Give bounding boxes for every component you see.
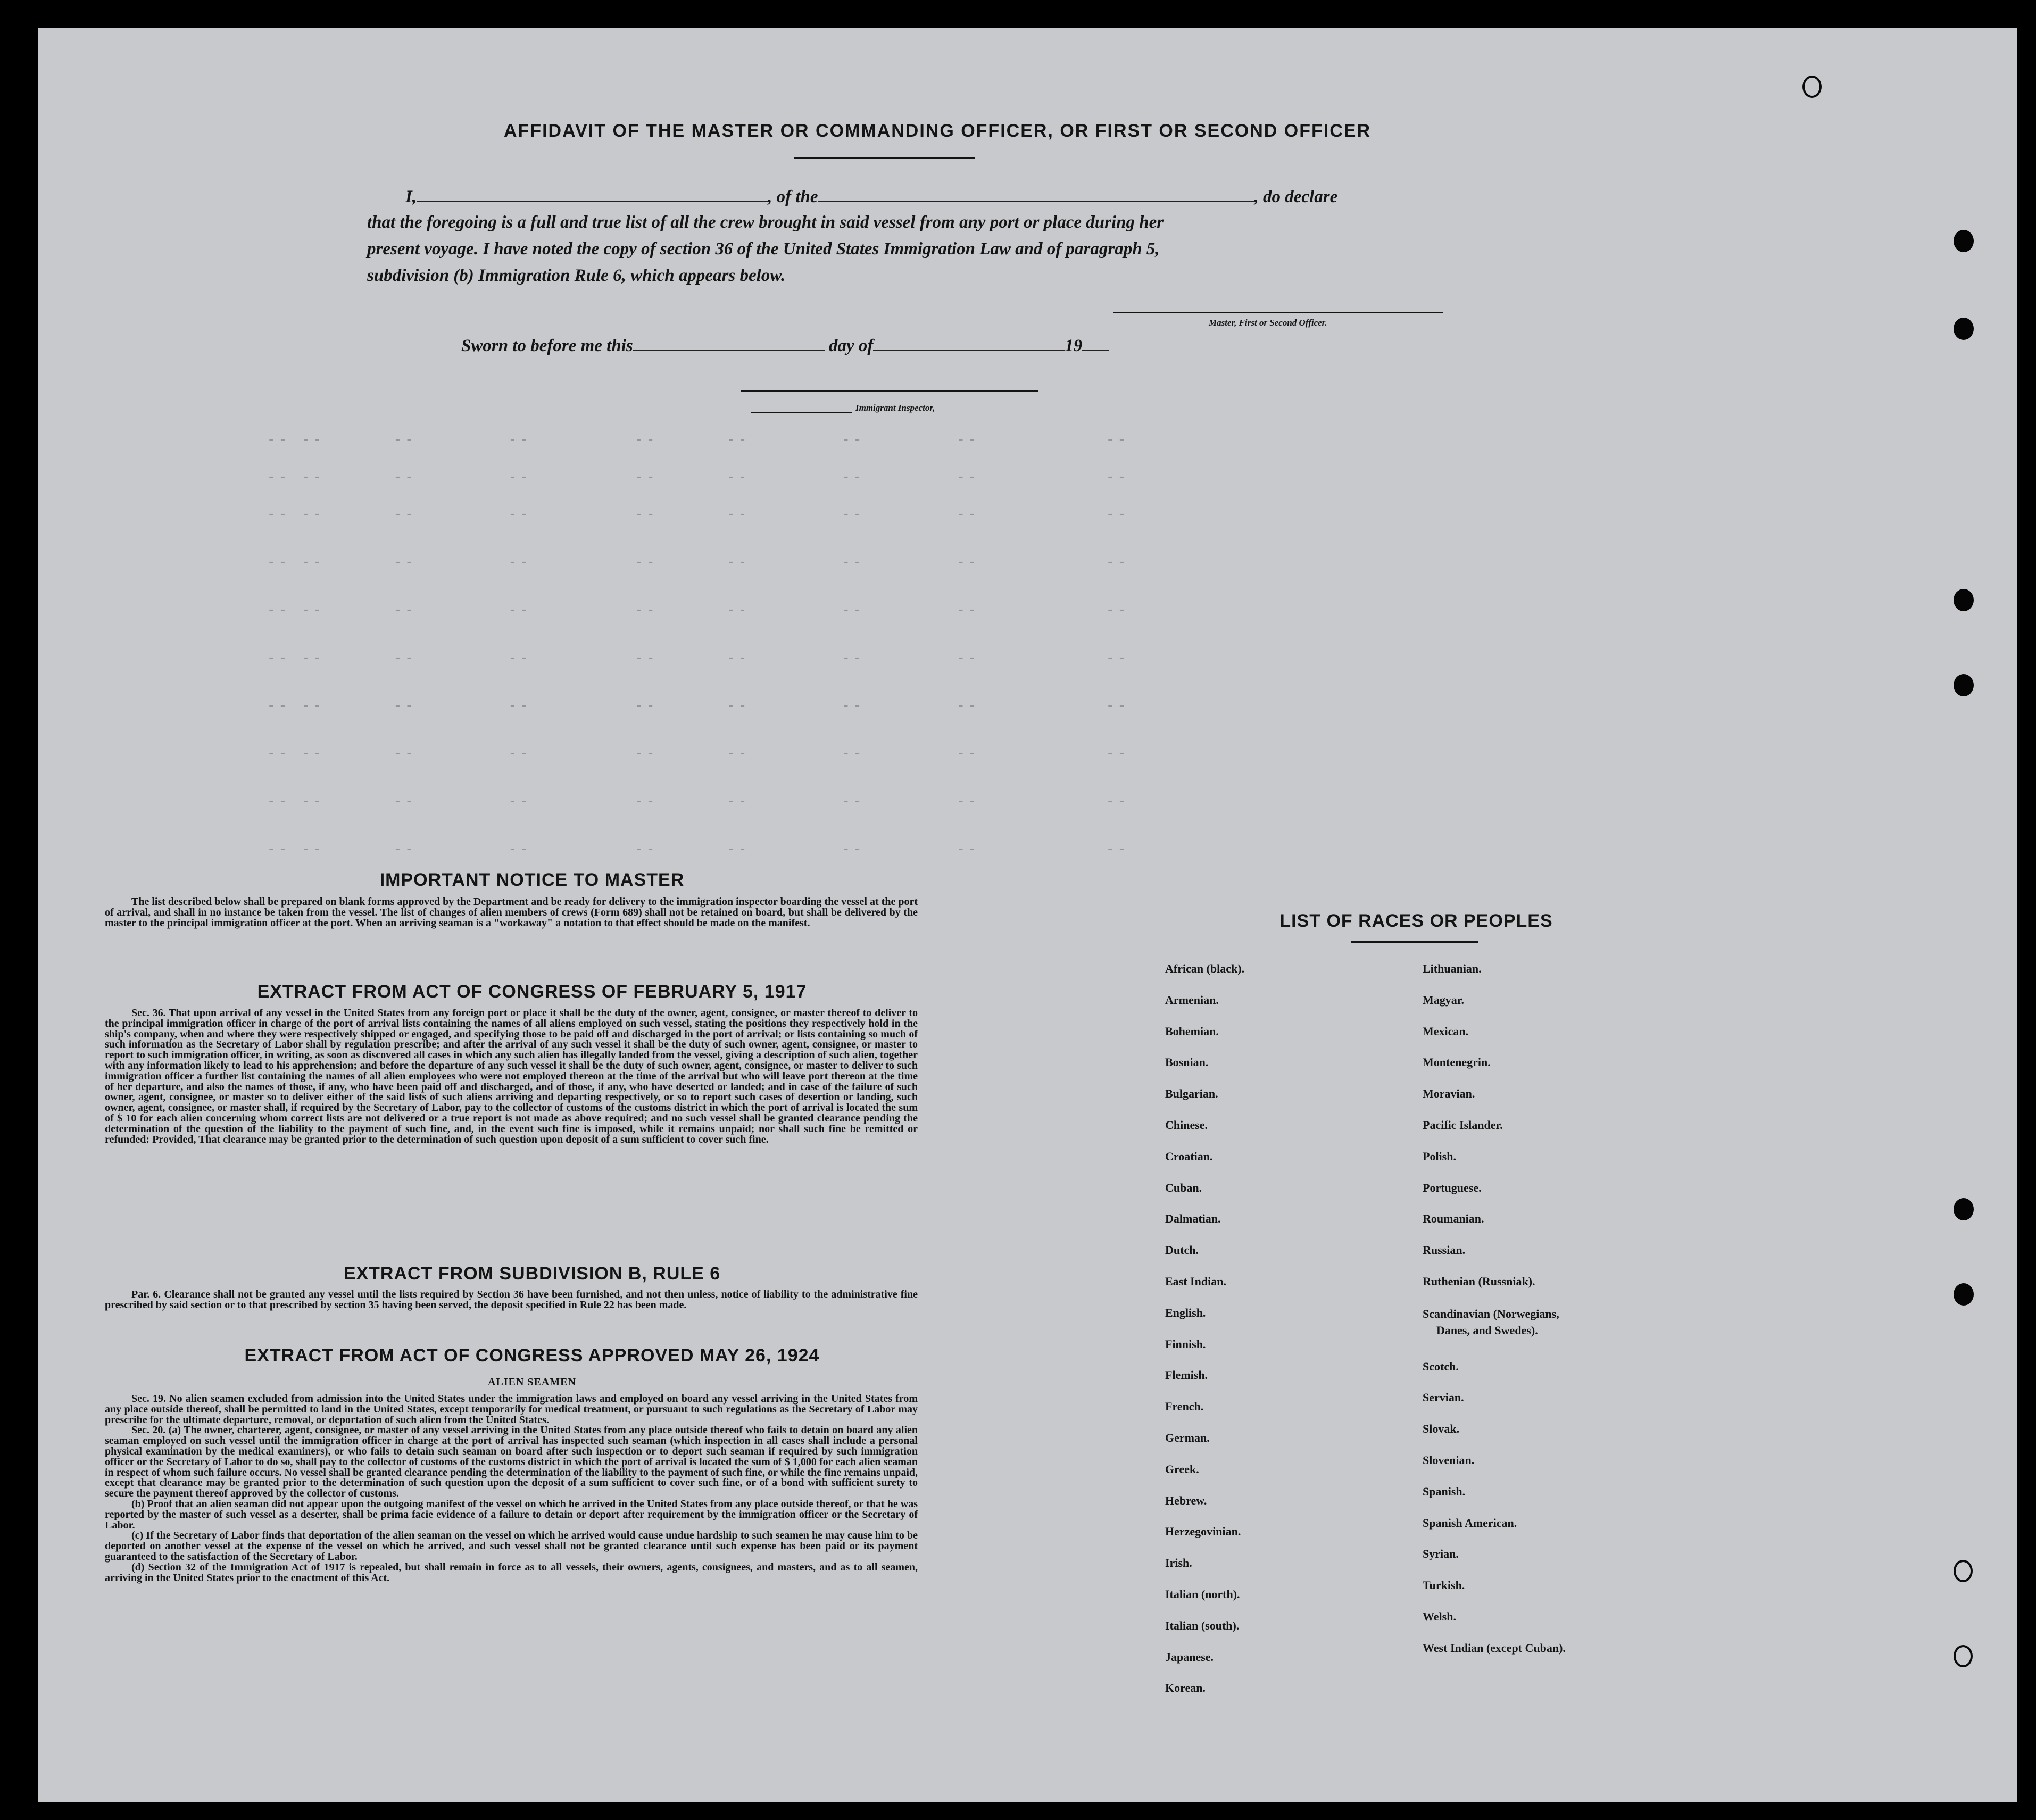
of-the-text: , of the [768, 187, 818, 206]
race-item: Greek. [1165, 1462, 1199, 1476]
race-item: Scotch. [1423, 1359, 1459, 1373]
race-item: Moravian. [1423, 1087, 1475, 1101]
races-divider [1351, 941, 1478, 943]
race-item: German. [1165, 1431, 1210, 1444]
race-item: Mexican. [1423, 1024, 1469, 1038]
race-item: West Indian (except Cuban). [1423, 1641, 1566, 1655]
race-item: Korean. [1165, 1681, 1206, 1695]
rule-6-title: EXTRACT FROM SUBDIVISION B, RULE 6 [343, 1264, 721, 1284]
race-item: Polish. [1423, 1149, 1456, 1163]
sworn-year-field[interactable] [1082, 335, 1109, 351]
punch-hole-icon [1954, 230, 1974, 252]
inspector-label: Immigrant Inspector, [855, 403, 935, 413]
sworn-day-field[interactable] [633, 335, 825, 351]
year-prefix: 19 [1065, 336, 1083, 355]
punch-hole-ring-icon [1954, 1645, 1973, 1667]
punch-hole-icon [1954, 318, 1974, 340]
affidavit-line-3: present voyage. I have noted the copy of section 36 of the United States Immigration Law and of paragraph 5, [367, 239, 1160, 259]
rule-6-paragraph: Par. 6. Clearance shall not be granted any vessel until the lists required by Section 36 have been furnished, and not then unless, notice of liability to the administrative fine prescribed by said section or to that prescribed by section 35 having been served, the deposit specified in Rule 22 has been made. [105, 1289, 918, 1311]
notice-text [105, 897, 918, 928]
extract-1917-title: EXTRACT FROM ACT OF CONGRESS OF FEBRUARY 5, 1917 [257, 982, 807, 1002]
race-item: Herzegovinian. [1165, 1525, 1241, 1539]
bleed-through-marks: -- -- -- -- -- -- -- -- -- [267, 554, 1129, 570]
affidavit-title: AFFIDAVIT OF THE MASTER OR COMMANDING OFFICER, OR FIRST OR SECOND OFFICER [504, 121, 1371, 141]
day-of-text: day of [828, 336, 874, 355]
race-item: Slovenian. [1423, 1453, 1475, 1467]
signature-label: Master, First or Second Officer. [1209, 318, 1327, 328]
race-item: Italian (north). [1165, 1588, 1240, 1601]
extract-1917-paragraph: Sec. 36. That upon arrival of any vessel in the United States from any foreign port or place it shall be the duty of the owner, agent, consignee, or master thereof to deliver to the principal immigration officer in charge of the port of arrival lists containing the names of all aliens employed on such vessel, stating the positions they respectively hold in the ship's company, when and where they were respectively shipped or engaged, and specifying those to be paid off and discharged in the port of arrival; or lists containing so much of such information as the Secretary of Labor shall by regulation prescribe; and after the arrival of any such vessel it shall be the duty of such owner, agent, consignee, or master to report to such immigration officer, in writing, as soon as discovered all cases in which any such alien has illegally landed from the vessel, giving a description of such alien, together with any information likely to lead to his apprehension; and before the departure of any such vessel it shall be the duty of such owner, agent, consignee, or master to deliver to such immigration officer a further list containing the names of all alien employees who were not employed thereon at the time of the arrival but who will leave port thereon at the time of her departure, and also the names of those, if any, who have been paid off and discharged, and of those, if any, who have deserted or landed; and in case of the failure of such owner, agent, consignee, or master so to deliver either of the said lists of such aliens arriving and departing respectively, or so to report such cases of desertion or landing, such owner, agent, consignee, or master shall, if required by the Secretary of Labor, pay to the collector of customs of the customs district in which the port of arrival is located the sum of $ 10 for each alien concerning whom correct lists are not delivered or a true report is not made as above required; and no such vessel shall be granted clearance pending the determination of the question of the liability to the payment of such fine, and, in the event such fine is imposed, while it remains unpaid; nor shall such fine be remitted or refunded: Provided, That clearance may be granted prior to the determination of such question upon deposit of a sum sufficient to cover such fine. [105, 1007, 918, 1145]
race-item: Flemish. [1165, 1368, 1208, 1382]
race-item: African (black). [1165, 962, 1245, 975]
race-item: Dutch. [1165, 1243, 1199, 1257]
extract-1924-title: EXTRACT FROM ACT OF CONGRESS APPROVED MAY 26, 1924 [244, 1345, 820, 1366]
extract-1924-paragraph: (c) If the Secretary of Labor finds that deportation of the alien seaman on the vessel on which he arrived would cause undue hardship to such seamen he may cause him to be deported on another vessel at the expense of the vessel on which he arrived, and such vessel shall not be granted clearance until such expense has been paid or its payment guaranteed to the satisfaction of the Secretary of Labor. [105, 1530, 918, 1563]
extract-1917-text [105, 1008, 918, 1145]
race-item: Spanish American. [1423, 1516, 1517, 1530]
sworn-line [461, 335, 1109, 356]
race-item: Slovak. [1423, 1422, 1460, 1436]
race-item: English. [1165, 1306, 1206, 1319]
extract-1924-paragraph: Sec. 19. No alien seamen excluded from admission into the United States under the immigration laws and employed on board any vessel arriving in the United States from any place outside thereof, shall be permitted to land in the United States, except temporarily for medical treatment, or pursuant to such regulations as the Secretary of Labor may prescribe for the ultimate departure, removal, or deportation of such alien from the United States. [105, 1393, 918, 1426]
bleed-through-marks: -- -- -- -- -- -- -- -- -- [267, 746, 1129, 762]
race-item: Spanish. [1423, 1484, 1466, 1498]
declarant-prefix: I, [405, 187, 417, 206]
declarant-name-field[interactable] [417, 186, 768, 202]
inspector-signature-line[interactable] [741, 390, 1038, 392]
affidavit-line-1 [405, 186, 1443, 207]
affidavit-line-4: subdivision (b) Immigration Rule 6, which appears below. [367, 266, 786, 285]
race-item: Roumanian. [1423, 1212, 1484, 1226]
race-item: Servian. [1423, 1391, 1464, 1405]
race-item: Turkish. [1423, 1578, 1465, 1592]
signature-line[interactable] [1113, 312, 1443, 313]
extract-1924-text [105, 1394, 918, 1583]
races-title: LIST OF RACES OR PEOPLES [1279, 911, 1553, 931]
affidavit-line-2: that the foregoing is a full and true list of all the crew brought in said vessel from any port or place during her [367, 213, 1164, 232]
extract-1924-paragraph: Sec. 20. (a) The owner, charterer, agent, consignee, or master of any vessel arriving in the United States from any place outside thereof who fails to detain on board any alien seaman employed on such vessel until the immigration officer in charge at the port of arrival has inspected such seaman (which inspection in all cases shall include a personal physical examination by the medical examiners), or who fails to detain such seaman on board after such inspection or to deport such seaman if required by such immigration officer or the Secretary of Labor to do so, shall pay to the collector of customs of the customs district in which the port of arrival is located the sum of $ 1,000 for each alien seaman in respect of whom such failure occurs. No vessel shall be granted clearance pending the determination of the liability to the payment of such fine, or while the fine remains unpaid, except that clearance may be granted prior to the determination of such question upon the deposit of a sum sufficient to cover such fine, or of a bond with sufficient surety to secure the payment thereof approved by the collector of customs. [105, 1424, 918, 1500]
notice-paragraph: The list described below shall be prepared on blank forms approved by the Department and be ready for delivery to the immigration inspector boarding the vessel at the port of arrival, and shall in no instance be taken from the vessel. The list of changes of alien members of crews (Form 689) shall not be retained on board, but shall be delivered by the master to the principal immigration officer at the port. When an arriving seaman is a "workaway" a notation to that effect should be made on the manifest. [105, 896, 918, 929]
race-item: Danes, and Swedes). [1436, 1323, 1538, 1337]
document-page [38, 28, 2017, 1802]
punch-hole-ring-icon [1954, 1560, 1973, 1582]
race-item: Croatian. [1165, 1149, 1213, 1163]
race-item: Lithuanian. [1423, 962, 1482, 975]
race-item: Bosnian. [1165, 1056, 1209, 1069]
race-item: Hebrew. [1165, 1493, 1207, 1507]
race-item: Bulgarian. [1165, 1087, 1218, 1101]
race-item: Scandinavian (Norwegians, [1423, 1307, 1559, 1320]
bleed-through-marks: -- -- -- -- -- -- -- -- -- [267, 698, 1129, 714]
extract-1924-subtitle: ALIEN SEAMEN [488, 1376, 576, 1388]
race-item: Bohemian. [1165, 1024, 1219, 1038]
sworn-text: Sworn to before me this [461, 336, 633, 355]
bleed-through-marks: -- -- -- -- -- -- -- -- -- [267, 469, 1129, 485]
race-item: Cuban. [1165, 1181, 1202, 1194]
sworn-month-field[interactable] [873, 335, 1065, 351]
race-item: Magyar. [1423, 993, 1465, 1007]
punch-hole-icon [1954, 1198, 1974, 1220]
bleed-through-marks: -- -- -- -- -- -- -- -- -- [267, 432, 1129, 448]
race-item: Montenegrin. [1423, 1056, 1491, 1069]
vessel-name-field[interactable] [818, 186, 1254, 202]
race-item: Finnish. [1165, 1337, 1206, 1351]
race-item: Armenian. [1165, 993, 1219, 1007]
bleed-through-marks: -- -- -- -- -- -- -- -- -- [267, 794, 1129, 810]
extract-1924-paragraph: (b) Proof that an alien seaman did not appear upon the outgoing manifest of the vessel on which he arrived in the United States from any place outside thereof, or that he was reported by the master of such vessel as a deserter, shall be prima facie evidence of a failure to detain or deport after requirement by the immigration officer or the Secretary of Labor. [105, 1498, 918, 1531]
bleed-through-marks: -- -- -- -- -- -- -- -- -- [267, 506, 1129, 522]
race-item: Syrian. [1423, 1547, 1459, 1561]
race-item: Irish. [1165, 1556, 1192, 1570]
bleed-through-marks: -- -- -- -- -- -- -- -- -- [267, 602, 1129, 618]
bleed-through-marks: -- -- -- -- -- -- -- -- -- [267, 842, 1129, 858]
declare-text: , do declare [1254, 187, 1338, 206]
race-item: Pacific Islander. [1423, 1118, 1503, 1132]
race-item: Chinese. [1165, 1118, 1208, 1132]
punch-hole-icon [1954, 589, 1974, 611]
race-item: Ruthenian (Russniak). [1423, 1275, 1535, 1288]
title-divider [794, 157, 975, 159]
race-item: Russian. [1423, 1243, 1466, 1257]
punch-hole-ring-icon [1802, 76, 1822, 98]
extract-1924-paragraph: (d) Section 32 of the Immigration Act of 1917 is repealed, but shall remain in force as to all vessels, their owners, agents, consignees, and masters, and as to all seamen, arriving in the United States prior to the enactment of this Act. [105, 1561, 918, 1584]
race-item: East Indian. [1165, 1275, 1226, 1288]
race-item: Italian (south). [1165, 1618, 1240, 1632]
notice-title: IMPORTANT NOTICE TO MASTER [379, 870, 685, 890]
inspector-signature-line-2 [751, 412, 852, 413]
punch-hole-icon [1954, 1283, 1974, 1306]
race-item: Portuguese. [1423, 1181, 1482, 1194]
race-item: Japanese. [1165, 1650, 1214, 1664]
punch-hole-icon [1954, 674, 1974, 696]
race-item: Dalmatian. [1165, 1212, 1221, 1226]
rule-6-text [105, 1290, 918, 1311]
race-item: Welsh. [1423, 1610, 1456, 1623]
race-item: French. [1165, 1400, 1204, 1414]
bleed-through-marks: -- -- -- -- -- -- -- -- -- [267, 650, 1129, 666]
